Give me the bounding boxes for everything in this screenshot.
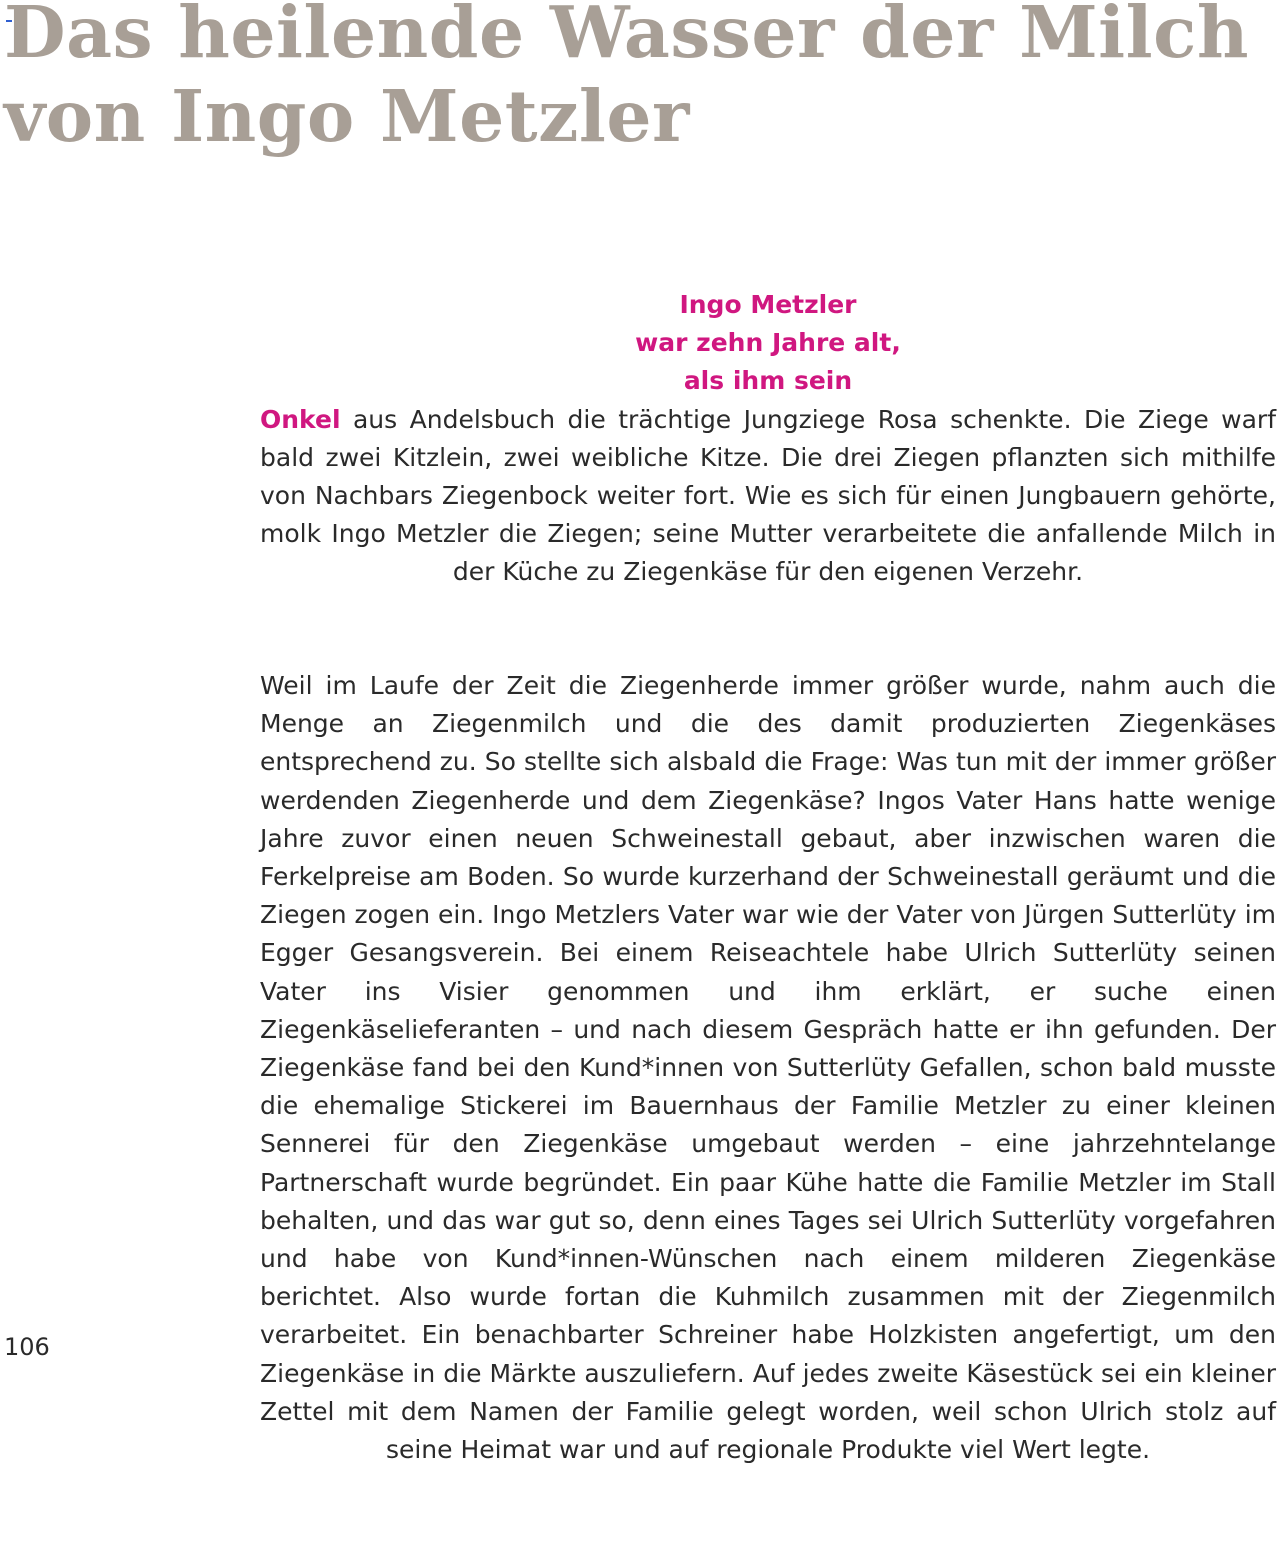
lead-line-2: war zehn Jahre alt,: [635, 328, 901, 358]
page-number: 106: [4, 1333, 50, 1361]
body-paragraph-2: Weil im Laufe der Zeit die Ziegenherde immer größer wurde, nahm auch die Menge an Ziegenmilch und die des damit produzierten Ziegenkäses entsprechend zu. So stellte sich alsbald die Frage: Was tun mit der immer größer werdenden Ziegenherde und dem Ziegenkäse? Ingos Vater Hans hatte wenige Jahre zuvor einen neuen Schweinestall gebaut, aber inzwischen waren die Ferkelpreise am Boden. So wurde kurzerhand der Schweinestall geräumt und die Ziegen zogen ein. Ingo Metzlers Vater war wie der Vater von Jürgen Sutterlüty im Egger Gesangsverein. Bei einem Reiseachtele habe Ulrich Sutterlüty seinen Vater ins Visier genommen und ihm erklärt, er suche einen Ziegenkäselieferanten – und nach diesem Gespräch hatte er ihn gefunden. Der Ziegenkäse fand bei den Kund*innen von Sutterlüty Gefallen, schon bald musste die ehemalige Stickerei im Bauernhaus der Familie Metzler zu einer kleinen Sennerei für den Ziegenkäse umgebaut werden – eine jahrzehntelange Partnerschaft wurde begründet. Ein paar Kühe hatte die Familie Metzler im Stall behalten, und das war gut so, denn eines Tages sei Ulrich Sutterlüty vorgefahren und habe von Kund*innen-Wünschen nach einem milderen Ziegenkäse berichtet. Also wurde fortan die Kuhmilch zusammen mit der Ziegenmilch verarbeitet. Ein benachbarter Schreiner habe Holzkisten angefertigt, um den Ziegenkäse in die Märkte auszuliefern. Auf jedes zweite Käsestück sei ein kleiner Zettel mit dem Namen der Familie gelegt worden, weil schon Ulrich stolz auf seine Heimat war und auf regionale Produkte viel Wert legte.: [260, 671, 1276, 1465]
intro-text: aus Andelsbuch die trächtige Jungziege Rosa schenkte. Die Ziege warf bald zwei Kitzlein, zwei weibliche Kitze. Die drei Ziegen pflanzten sich mithilfe von Nachbars Ziegenbock weiter fort. Wie es sich für einen Jungbauern gehörte, molk Ingo Metzler die Ziegen; seine Mutter verarbeitete die anfallende Milch in der Küche zu Ziegenkäse für den eigenen Verzehr.: [260, 404, 1276, 587]
lead-last-word: Onkel: [260, 404, 341, 434]
lead-line-3: als ihm sein: [683, 366, 853, 396]
lead-line-1: Ingo Metzler: [679, 290, 857, 319]
page-title-line-2: von Ingo Metzler: [4, 74, 690, 158]
page-title-line-1: Das heilende Wasser der Milch: [4, 0, 1249, 74]
intro-paragraph: [260, 286, 1276, 592]
page-title: [4, 0, 1274, 158]
